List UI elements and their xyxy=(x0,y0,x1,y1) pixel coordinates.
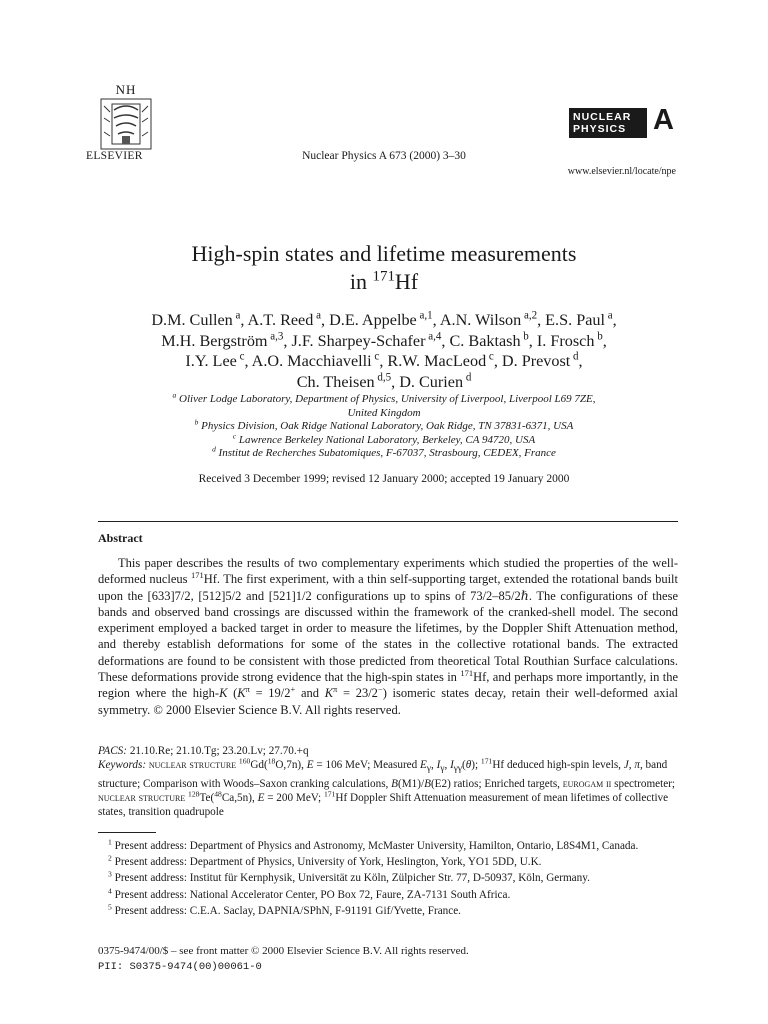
paper-title xyxy=(0,240,768,296)
divider xyxy=(98,521,678,522)
title-line2: in $^{171}$Hf xyxy=(349,268,419,294)
pacs-codes: 21.10.Re; 21.10.Tg; 23.20.Lv; 27.70.+q xyxy=(129,745,309,757)
title-line1: High-spin states and lifetime measurements xyxy=(191,241,577,266)
np-logo-letter: A xyxy=(653,104,674,136)
footnote: $^5$ Present address: C.E.A. Saclay, DAPNIA/SPhN, F-91191 Gif/Yvette, France. xyxy=(108,902,461,917)
elsevier-tree-icon xyxy=(100,98,152,150)
author-list: D.M. Cullen $^a$, A.T. Reed $^a$, D.E. Appelbe $^{a,1}$, A.N. Wilson $^{a,2}$, E.S. Paul $^a$, M.H. Bergström $^{a,3}$, J.F. Sharpey-Schafer $^{a,4}$, C. Baktash $^b$, I. Frosch $^b$, I.Y. Lee $^c$, A.O. Macchiavelli $^c$, R.W. MacLeod $^c$, D. Prevost $^d$, Ch. Theisen $^{d,5}$, D. Curien $^d$ xyxy=(151,309,617,391)
affiliations: $^a$ Oliver Lodge Laboratory, Department of Physics, University of Liverpool, Liverpool L69 7ZE, United Kingdom $^b$ Physics Division, Oak Ridge National Laboratory, Oak Ridge, TN 37831-6371, USA $^c$ Lawrence Berkeley National Laboratory, Berkeley, CA 94720, USA $^d$ Institut de Recherches Subatomiques, F-67037, Strasbourg, CEDEX, France xyxy=(172,390,596,459)
journal-url[interactable]: www.elsevier.nl/locate/npe xyxy=(567,166,676,177)
footnotes xyxy=(98,838,678,919)
publisher-name: ELSEVIER xyxy=(86,150,143,162)
np-logo-line2: PHYSICS xyxy=(573,123,627,135)
footnote-rule xyxy=(98,832,156,833)
logo-nh-text: NH xyxy=(115,82,137,97)
abstract-text: This paper describes the results of two complementary experiments which studied the properties of the well-deformed nucleus $^{171}$Hf. The first experiment, with a thin self-supporting target, extended the rotational bands built upon the [633]7/2, [512]5/2 and [521]1/2 configurations up to spins of 73/2–85/2ℏ. The configurations of these bands and observed band crossings are discussed within the framework of the cranked-shell model. The second experiment employed a backed target in order to measure the lifetimes, by the Doppler Shift Attenuation method, and thereby establish deformations for some of the states in the collective rotational bands. The extracted deformations are found to be consistent with those predicted from theoretical Total Routhian Surface calculations. These deformations provide strong evidence that the high-spin states in $^{171}$Hf, and perhaps more importantly, in the region where the high-K ($K^\pi = 19/2^+$ and $K^\pi = 23/2^-$) isomeric states decay, retain their well-deformed axial symmetry. © 2000 Elsevier Science B.V. All rights reserved. xyxy=(98,556,678,717)
np-logo-line1: NUCLEAR xyxy=(573,111,632,123)
front-matter xyxy=(98,944,469,975)
footnote: $^1$ Present address: Department of Physics and Astronomy, McMaster University, Hamilton, Ontario, L8S4M1, Canada. xyxy=(108,837,639,852)
footnote: $^3$ Present address: Institut für Kernphysik, Universität zu Köln, Zülpicher Str. 77, D-50937, Köln, Germany. xyxy=(108,869,590,885)
nuclear-physics-logo xyxy=(569,104,681,140)
received-dates: Received 3 December 1999; revised 12 January 2000; accepted 19 January 2000 xyxy=(198,473,570,485)
pacs-label: PACS: xyxy=(98,745,128,757)
keywords-block: PACS: 21.10.Re; 21.10.Tg; 23.20.Lv; 27.70.+q Keywords: nuclear structure $^{160}$Gd($^{18}$O,7n), E = 106 MeV; Measured $E_\gamma$, $I_\gamma$, $I_{\gamma\gamma}(\theta)$; $^{171}$Hf deduced high-spin levels, J, π, band structure; Comparison with Woods–Saxon cranking calculations, B(M1)/B(E2) ratios; Enriched targets, eurogam ii spectrometer; nuclear structure $^{128}$Te($^{48}$Ca,5n), E = 200 MeV; $^{171}$Hf Doppler Shift Attenuation measurement of mean lifetimes of collective states, transition quadrupole xyxy=(98,745,676,819)
abstract-heading: Abstract xyxy=(98,531,143,545)
keywords-label: Keywords: xyxy=(98,759,147,772)
issn-line: 0375-9474/00/$ – see front matter © 2000 Elsevier Science B.V. All rights reserved. xyxy=(98,945,469,957)
elsevier-logo xyxy=(95,82,157,150)
pii-line: PII: S0375-9474(00)00061-0 xyxy=(98,960,262,973)
journal-reference: Nuclear Physics A 673 (2000) 3–30 xyxy=(302,150,466,162)
footnote: $^4$ Present address: National Accelerator Center, PO Box 72, Faure, ZA-7131 South Africa. xyxy=(108,885,511,901)
footnote: $^2$ Present address: Department of Physics, University of York, Heslington, York, YO1 5DD, U.K. xyxy=(108,853,542,869)
